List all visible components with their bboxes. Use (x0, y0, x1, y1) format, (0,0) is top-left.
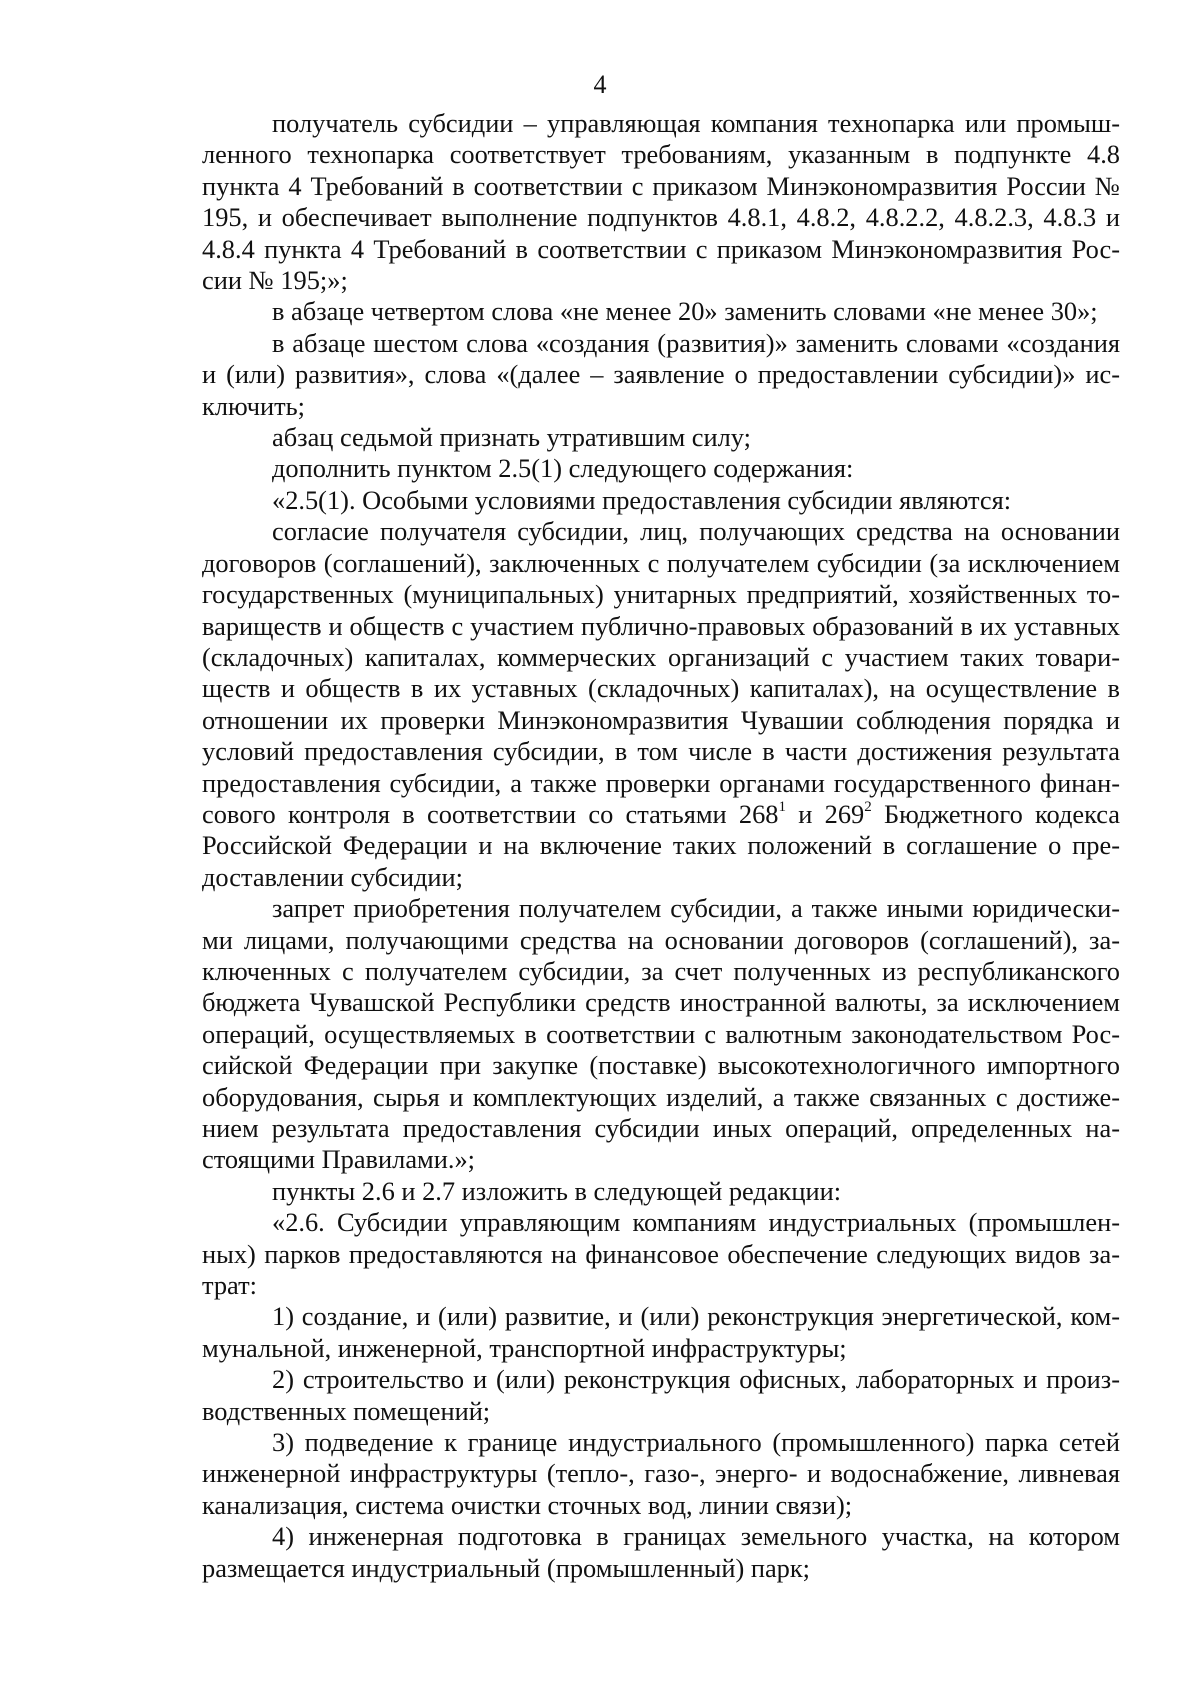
footnote-superscript: 1 (778, 799, 787, 816)
paragraph-2-6-heading: «2.6. Субсидии управляющим компаниям индустриальных (промышленных) парков предоставляются на финансовое обеспечение следующих видов затрат: (202, 1207, 1120, 1301)
paragraph-repeal-seventh: абзац седьмой признать утратившим силу; (272, 422, 751, 453)
consent-text-part-1: согласие получателя субсидии, лиц, получающих средства на основании договоров (соглашений), заключенных с получателем субсидии (за исключением государственных (муниципальных) унитарных предприятий, хозяйственных товариществ и обществ с участием публично-правовых образований в их уставных (складочных) капиталах, коммерческих организаций с участием таких товариществ и обществ в их уставных (складочных) капиталах), на осуществление в отношении их проверки Минэкономразвития Чувашии соблюдения порядка и условий предоставления субсидии, в том числе в части достижения результата предоставления субсидии, а также проверки органами государственного финансового контроля в соответствии со статьями 268 (202, 516, 1120, 829)
list-item-3: 3) подведение к границе индустриального (промышленного) парка сетей инженерной инфраструктуры (тепло-, газо-, энерго- и водоснабжение, ливневая канализация, система очистки сточных вод, линии связи); (202, 1427, 1120, 1520)
list-item-4: 4) инженерная подготовка в границах земельного участка, на котором размещается индустриальный (промышленный) парк; (202, 1521, 1120, 1583)
paragraph-currency-prohibition: запрет приобретения получателем субсидии, а также иными юридическими лицами, получающими средства на основании договоров (соглашений), заключенных с получателем субсидии, за счет полученных из республиканского бюджета Чувашской Республики средств иностранной валюты, за исключением операций, осуществляемых в соответствии с валютным законодательством Российской Федерации при закупке (поставке) высокотехнологичного импортного оборудования, сырья и комплектующих изделий, а также связанных с достижением результата предоставления субсидии иных операций, определенных настоящими Правилами.»; (202, 893, 1120, 1175)
paragraph-amend-sixth: в абзаце шестом слова «создания (развития)» заменить словами «создания и (или) развития», слова «(далее – заявление о предоставлении субсидии)» исключить; (202, 327, 1120, 421)
paragraph-amend-fourth: в абзаце четвертом слова «не менее 20» заменить словами «не менее 30»; (272, 296, 1098, 327)
paragraph-recipient-requirements: получатель субсидии – управляющая компания технопарка или промышленного технопарка соответствует требованиям, указанным в подпункте 4.8 пункта 4 Требований в соответствии с приказом Минэкономразвития России № 195, и обеспечивает выполнение подпунктов 4.8.1, 4.8.2, 4.8.2.2, 4.8.2.3, 4.8.3 и 4.8.4 пункта 4 Требований в соответствии с приказом Минэкономразвития России № 195;»; (202, 108, 1120, 296)
list-item-2: 2) строительство и (или) реконструкция офисных, лабораторных и производственных помещений; (202, 1364, 1120, 1426)
footnote-superscript: 2 (864, 799, 872, 816)
consent-text-part-3: Бюджетного кодекса Российской Федерации и на включение таких положений в соглашение о предоставлении субсидии; (202, 798, 1121, 892)
document-body (202, 108, 1120, 1584)
paragraph-add-2-5-1: дополнить пунктом 2.5(1) следующего содержания: (272, 453, 854, 484)
paragraph-2-5-1-heading: «2.5(1). Особыми условиями предоставления субсидии являются: (272, 484, 1012, 515)
list-item-1: 1) создание, и (или) развитие, и (или) реконструкция энергетической, коммунальной, инженерной, транспортной инфраструктуры; (202, 1301, 1120, 1363)
page-number: 4 (593, 70, 607, 99)
consent-text-part-2: и 269 (786, 798, 865, 829)
paragraph-points-2-6-2-7: пункты 2.6 и 2.7 изложить в следующей редакции: (272, 1175, 842, 1206)
paragraph-consent-clause (202, 516, 1120, 893)
